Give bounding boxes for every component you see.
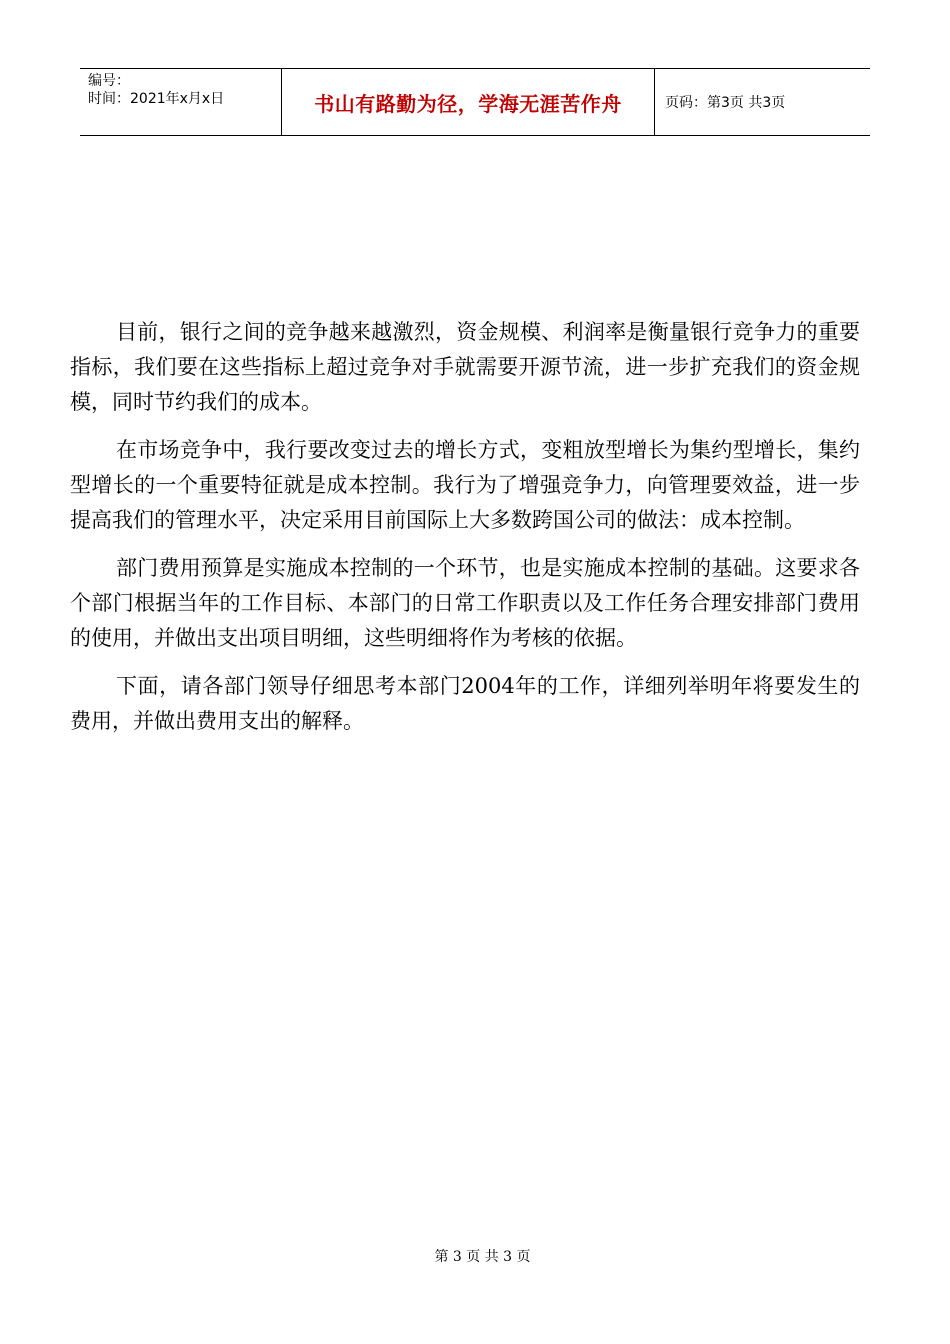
page-footer [0,1246,950,1266]
document-number-label: 编号： [88,73,130,89]
document-header [80,68,870,136]
header-motto-cell [282,69,655,135]
header-motto: 书山有路勤为径，学海无涯苦作舟 [314,91,622,116]
header-meta-cell [80,69,282,135]
body-paragraph: 下面，请各部门领导仔细思考本部门2004年的工作，详细列举明年将要发生的费用，并做出费用支出的解释。 [70,674,860,733]
header-page-info: 页码：第3页 共3页 [665,95,786,111]
document-date-label: 时间：2021年x月x日 [88,91,225,107]
footer-page-number: 第 3 页 共 3 页 [434,1249,531,1265]
body-paragraph: 在市场竞争中，我行要改变过去的增长方式，变粗放型增长为集约型增长，集约型增长的一个重要特征就是成本控制。我行为了增强竞争力，向管理要效益，进一步提高我们的管理水平，决定采用目前国际上大多数跨国公司的做法：成本控制。 [70,438,860,532]
document-body [70,315,860,752]
body-paragraph: 部门费用预算是实施成本控制的一个环节，也是实施成本控制的基础。这要求各个部门根据当年的工作目标、本部门的日常工作职责以及工作任务合理安排部门费用的使用，并做出支出项目明细，这些明细将作为考核的依据。 [70,556,860,650]
body-paragraph: 目前，银行之间的竞争越来越激烈，资金规模、利润率是衡量银行竞争力的重要指标，我们要在这些指标上超过竞争对手就需要开源节流，进一步扩充我们的资金规模，同时节约我们的成本。 [70,320,860,414]
header-page-cell [655,69,870,135]
